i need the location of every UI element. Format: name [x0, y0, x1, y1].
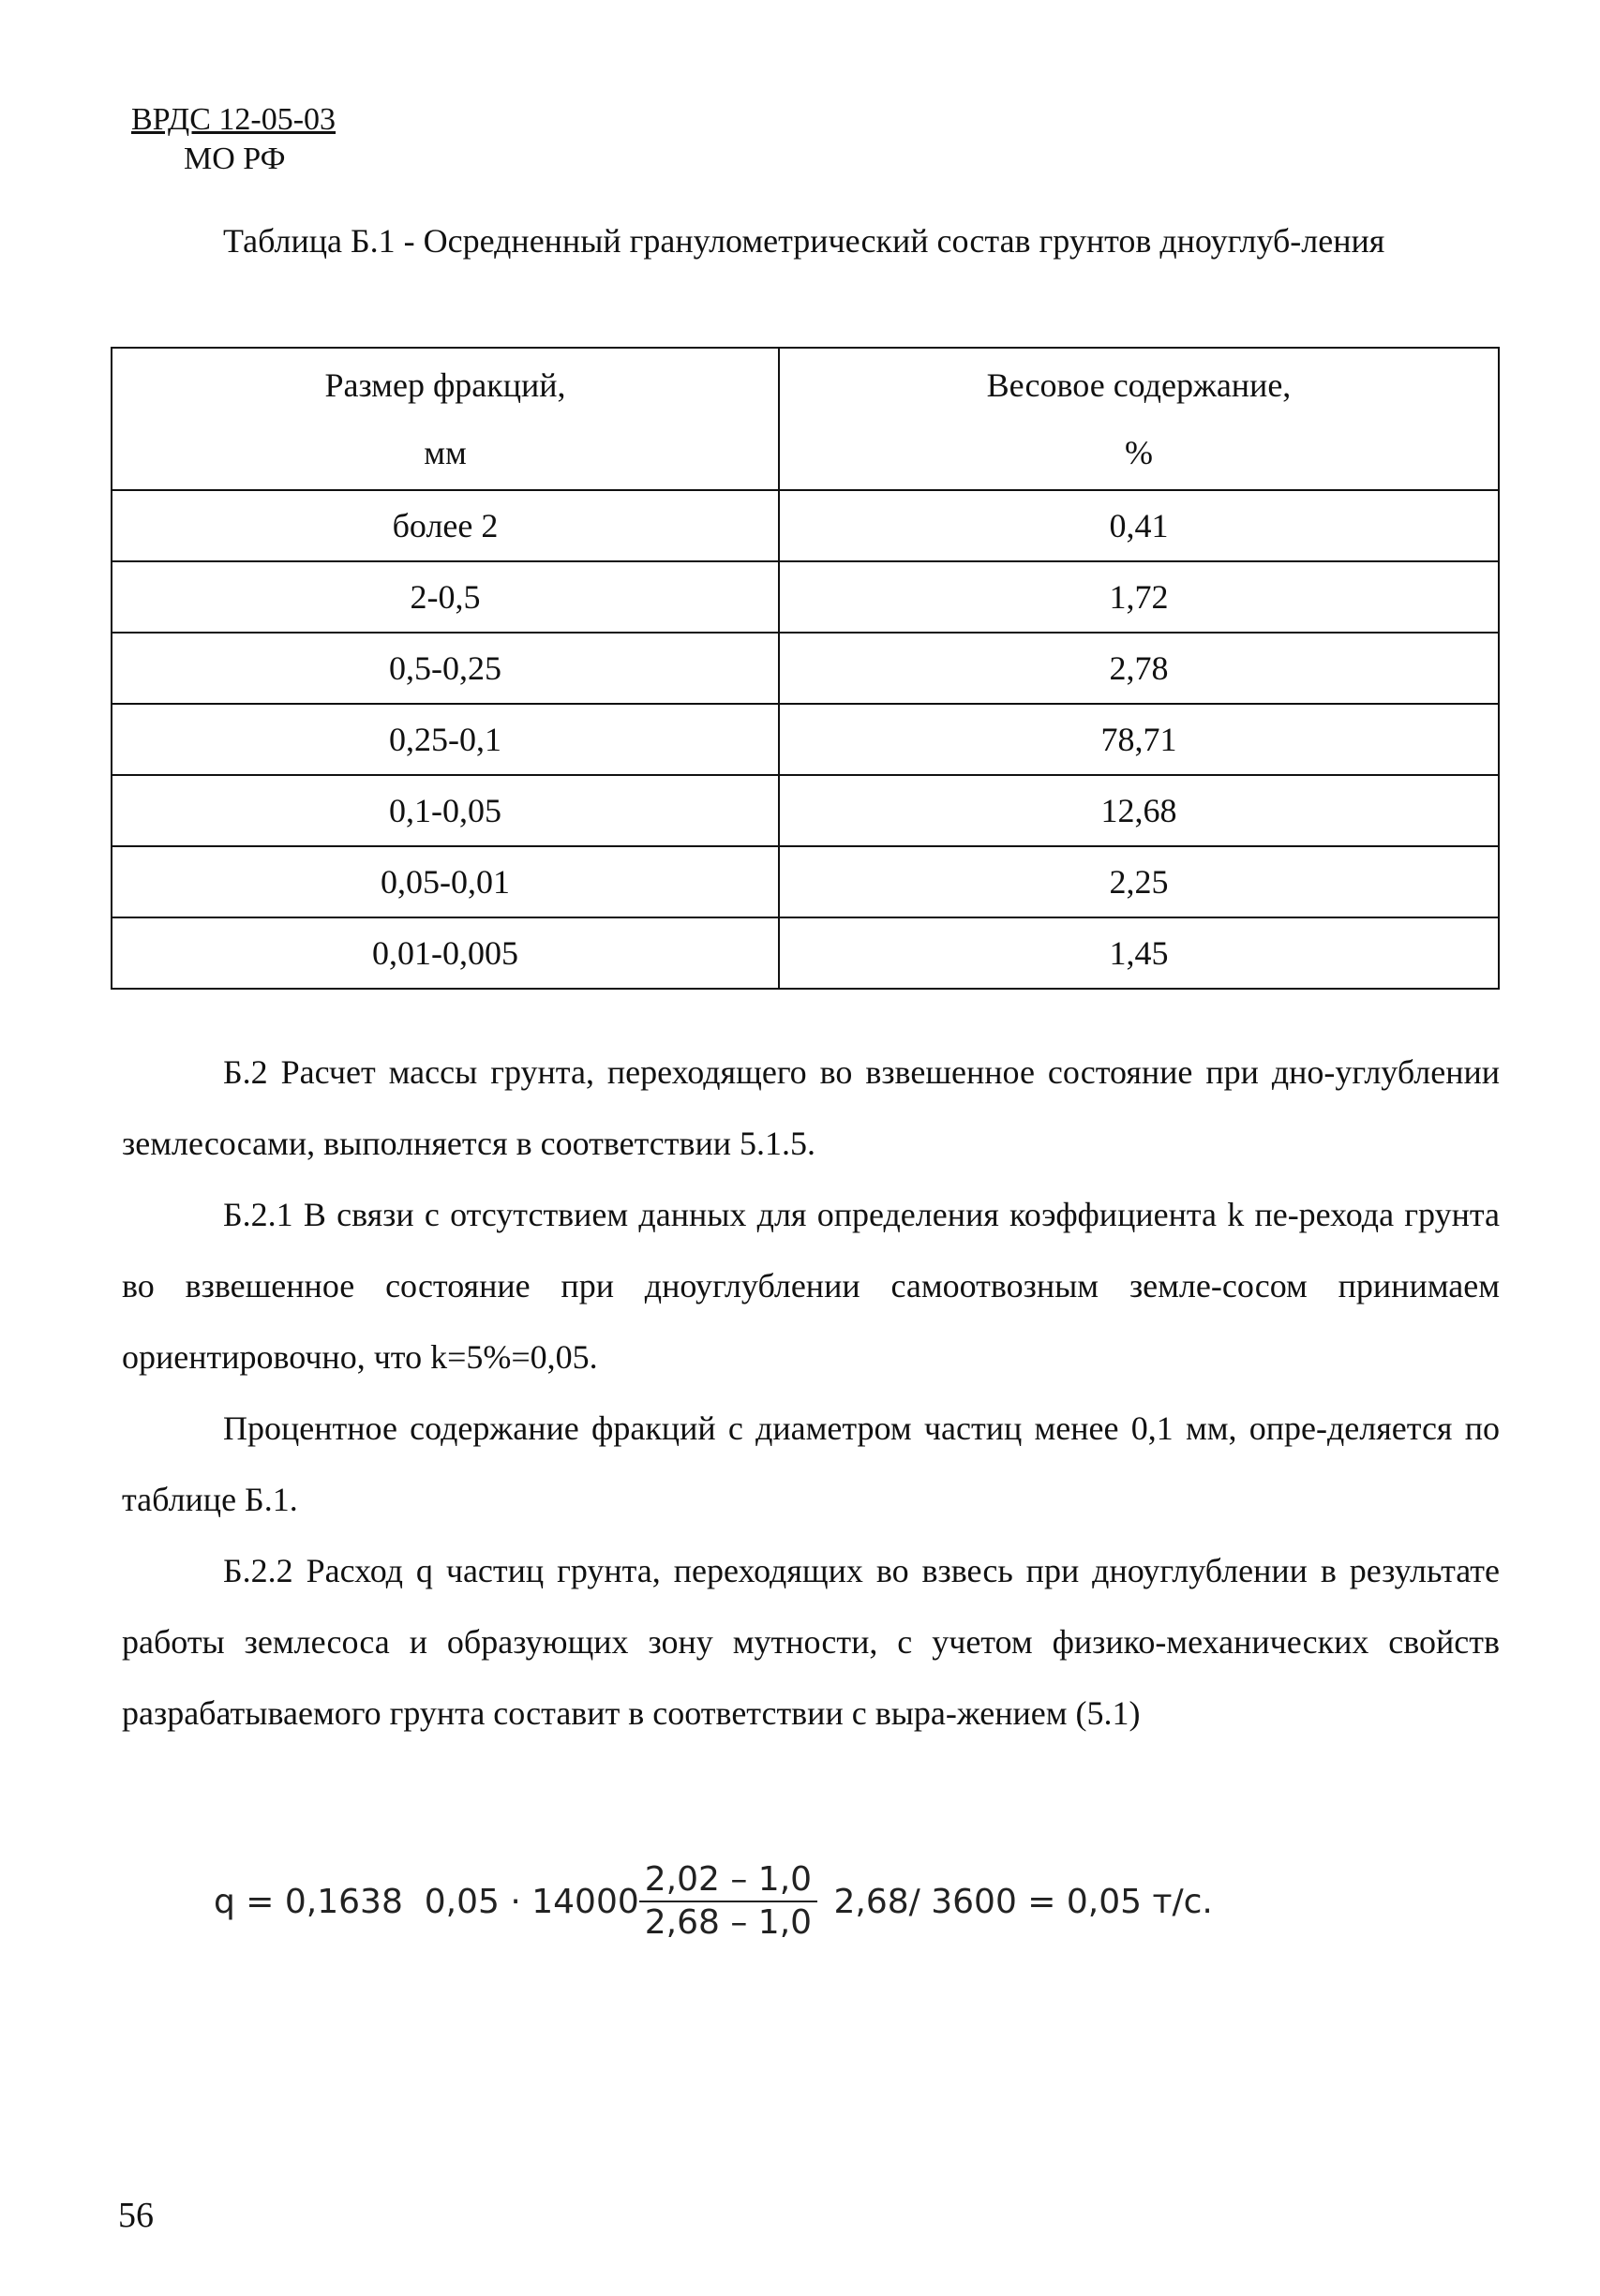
table-caption-text: Таблица Б.1 - Осредненный гранулометрический состав грунтов дноуглуб-ления [223, 222, 1385, 260]
col-header-fraction-size-unit: мм [424, 434, 467, 471]
weight-content-cell: 0,41 [779, 490, 1499, 561]
fraction-size-cell: 0,01-0,005 [112, 917, 779, 989]
paragraph-b2 [122, 1036, 1500, 1179]
table-row [112, 704, 1499, 775]
fraction-size-cell: 0,1-0,05 [112, 775, 779, 846]
table-row [112, 775, 1499, 846]
formula-fraction [639, 1859, 817, 1944]
formula-numerator: 2,02 – 1,0 [639, 1859, 817, 1902]
weight-content-cell: 2,25 [779, 846, 1499, 917]
fraction-size-cell: 0,05-0,01 [112, 846, 779, 917]
formula-lhs: q = 0,1638 0,05 · 14000 [214, 1882, 639, 1921]
document-organization: МО РФ [184, 142, 286, 176]
document-code: ВРДС 12-05-03 [131, 102, 336, 137]
col-header-fraction-size-line1: Размер фракций, [324, 366, 566, 404]
paragraph-b2-1-text: Б.2.1 В связи с отсутствием данных для определения коэффициента k пе-рехода грунта во взвешенное состояние при дноуглублении самоотвозным земле-сосом принимаем ориентировочно, что k=5%=0,05. [122, 1196, 1500, 1376]
table-row [112, 633, 1499, 704]
table-caption [122, 204, 1500, 277]
paragraph-percent-content-text: Процентное содержание фракций с диаметром частиц менее 0,1 мм, опре-деляется по таблице Б.1. [122, 1409, 1500, 1518]
paragraph-b2-2-text: Б.2.2 Расход q частиц грунта, переходящих во взвесь при дноуглублении в результате работы землесоса и образующих зону мутности, с учетом физико-механических свойств разрабатываемого грунта составит в соответствии с выра-жением (5.1) [122, 1552, 1500, 1732]
col-header-weight-content-line1: Весовое содержание, [986, 366, 1292, 404]
table-row [112, 846, 1499, 917]
col-header-weight-content [779, 348, 1499, 490]
table-header-row [112, 348, 1499, 490]
weight-content-cell: 78,71 [779, 704, 1499, 775]
weight-content-cell: 1,72 [779, 561, 1499, 633]
page-number: 56 [118, 2196, 154, 2235]
fraction-size-cell: 2-0,5 [112, 561, 779, 633]
formula-denominator: 2,68 – 1,0 [644, 1903, 813, 1942]
weight-content-cell: 12,68 [779, 775, 1499, 846]
col-header-weight-content-unit: % [1125, 434, 1153, 471]
fraction-size-cell: более 2 [112, 490, 779, 561]
col-header-fraction-size [112, 348, 779, 490]
fraction-size-cell: 0,25-0,1 [112, 704, 779, 775]
table-row [112, 917, 1499, 989]
paragraph-percent-content [122, 1393, 1500, 1535]
weight-content-cell: 1,45 [779, 917, 1499, 989]
fraction-size-cell: 0,5-0,25 [112, 633, 779, 704]
paragraph-b2-1 [122, 1179, 1500, 1393]
paragraph-b2-2 [122, 1535, 1500, 1749]
weight-content-cell: 2,78 [779, 633, 1499, 704]
table-row [112, 561, 1499, 633]
table-row [112, 490, 1499, 561]
flow-rate-formula [214, 1859, 1213, 1944]
formula-rhs: 2,68/ 3600 = 0,05 т/с. [823, 1882, 1213, 1921]
granulometric-table [111, 347, 1500, 990]
paragraph-b2-text: Б.2 Расчет массы грунта, переходящего во взвешенное состояние при дно-углублении землесосами, выполняется в соответствии 5.1.5. [122, 1053, 1500, 1162]
